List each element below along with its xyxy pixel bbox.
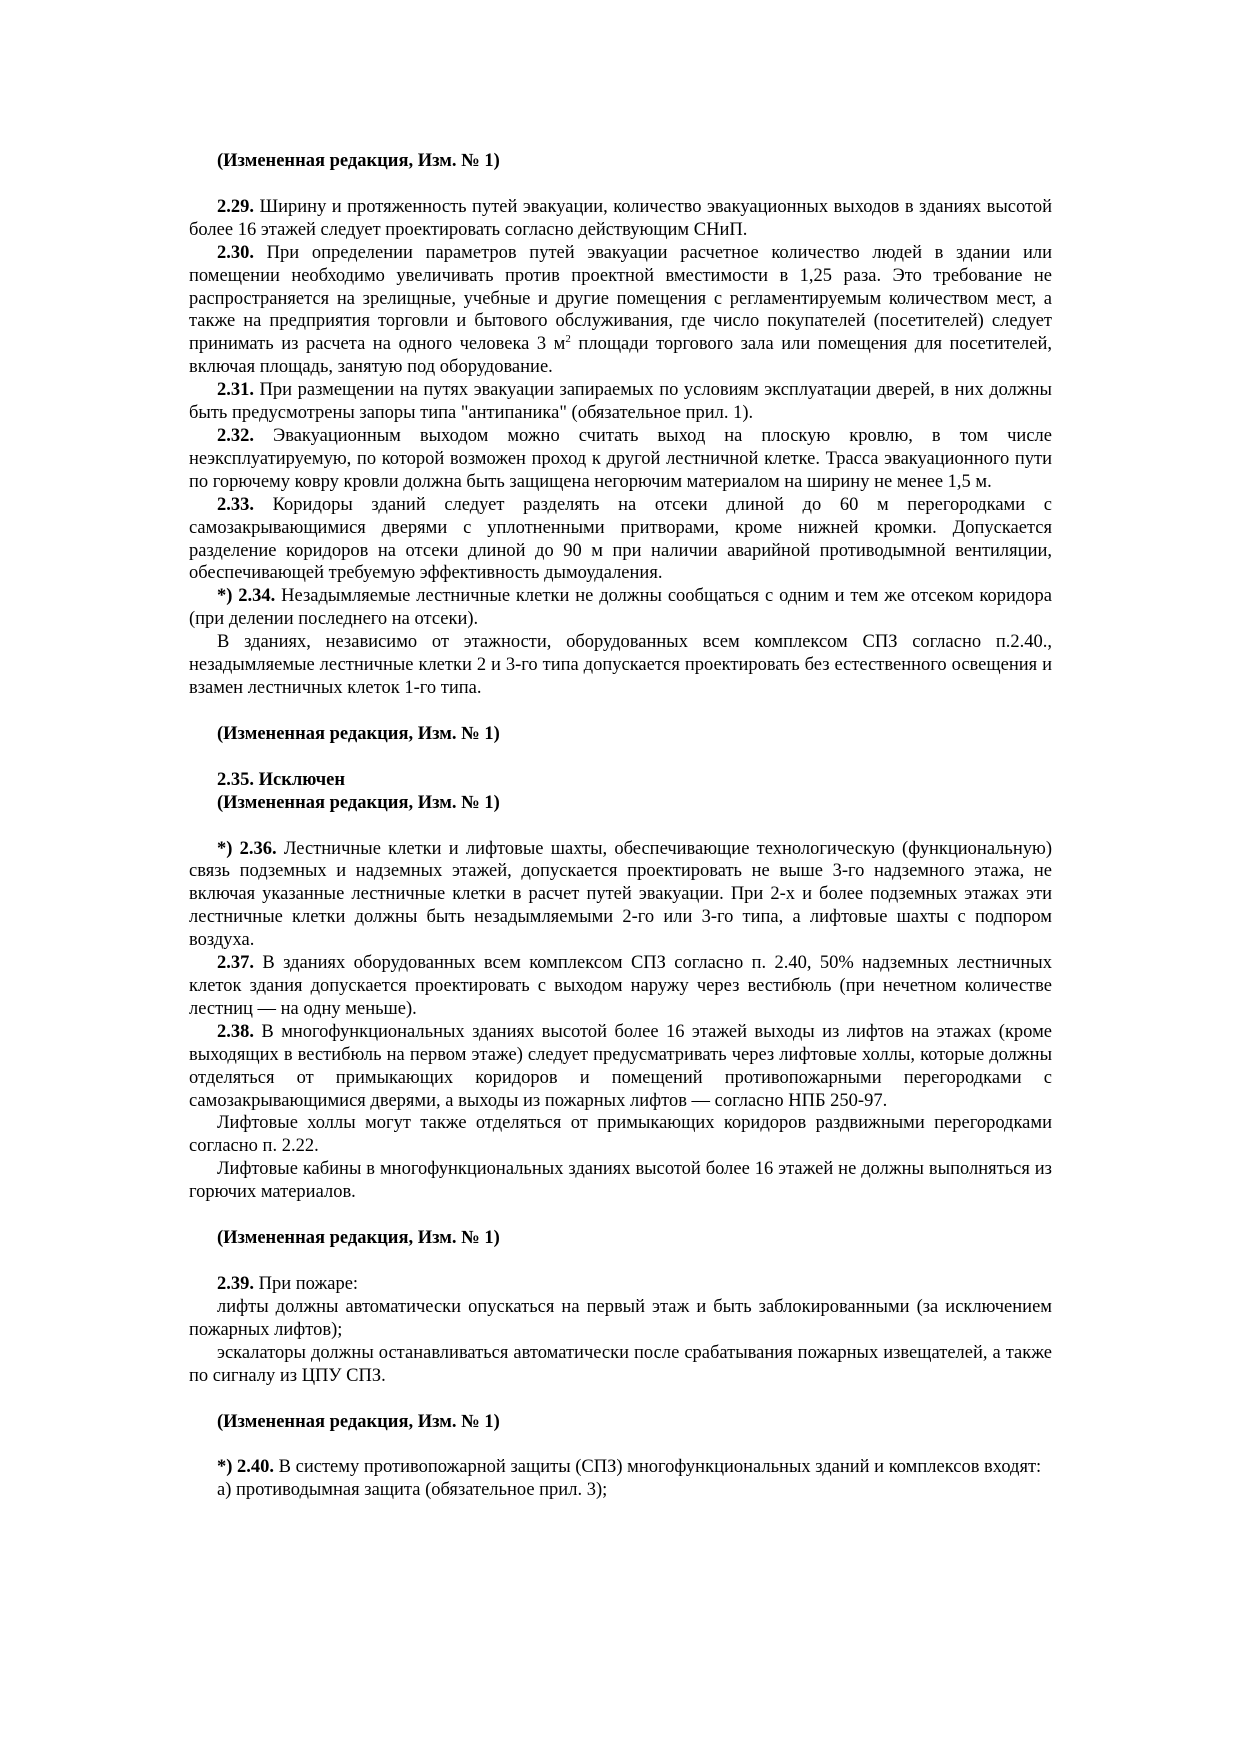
clause-text: Эвакуационным выходом можно считать выход на плоскую кровлю, в том числе неэксплуатируемую, по которой возможен проход к другой лестничной клетке. Трасса эвакуационного пути по горючему ковру кровли должна быть защищена негорючим материалом на ширину не менее 1,5 м. [189, 425, 1052, 492]
paragraph-2-39-item: эскалаторы должны останавливаться автоматически после срабатывания пожарных извещателей, а также по сигналу из ЦПУ СПЗ. [189, 1342, 1052, 1386]
clause-number: 2.30. [217, 242, 254, 263]
amendment-note: (Измененная редакция, Изм. № 1) [217, 1411, 500, 1432]
amendment-note: (Измененная редакция, Изм. № 1) [217, 723, 500, 744]
clause-text: При определении параметров путей эвакуации расчетное количество людей в здании или помещении необходимо увеличивать против проектной вместимости в 1,25 раза. Это требование не распространяется на зрелищные, учебные и другие помещения с регламентируемым количеством мест, а также на предприятия торговли и бытового обслуживания, где число покупателей (посетителей) следует принимать из расчета на одного человека 3 м [189, 242, 1052, 355]
clause-text: В зданиях оборудованных всем комплексом СПЗ согласно п. 2.40, 50% надземных лестничных клеток здания допускается проектировать с выходом наружу через вестибюль (при нечетном количестве лестниц — на одну меньше). [189, 953, 1052, 1019]
spacer [189, 700, 1052, 723]
clause-text: При пожаре: [254, 1273, 359, 1294]
paragraph-2-38-continued: Лифтовые холлы могут также отделяться от примыкающих коридоров раздвижными перегородками согласно п. 2.22. [189, 1113, 1052, 1157]
superscript: 2 [565, 333, 571, 346]
clause-text: площади торгового зала или помещения для посетителей, включая площадь, занятую под оборудование. [189, 334, 1052, 378]
paragraph-2-33 [189, 494, 1052, 586]
clause-number: *) 2.36. [217, 838, 277, 859]
clause-text: Ширину и протяженность путей эвакуации, количество эвакуационных выходов в зданиях высотой более 16 этажей следует проектировать согласно действующим СНиП. [189, 196, 1052, 240]
paragraph-2-39-item: лифты должны автоматически опускаться на первый этаж и быть заблокированными (за исключением пожарных лифтов); [189, 1296, 1052, 1340]
paragraph-2-34 [189, 585, 1052, 631]
spacer [189, 746, 1052, 769]
paragraph-2-34-continued: В зданиях, независимо от этажности, оборудованных всем комплексом СПЗ согласно п.2.40., незадымляемые лестничные клетки 2 и 3-го типа допускается проектировать без естественного освещения и взамен лестничных клеток 1-го типа. [189, 632, 1052, 698]
paragraph-2-37 [189, 952, 1052, 1021]
paragraph-2-39 [189, 1273, 1052, 1296]
spacer [189, 173, 1052, 196]
amendment-note: (Измененная редакция, Изм. № 1) [217, 1228, 500, 1249]
paragraph-2-40 [189, 1456, 1052, 1479]
clause-number: *) 2.40. [217, 1457, 275, 1478]
paragraph-2-35: 2.35. Исключен [217, 769, 346, 790]
amendment-note: (Измененная редакция, Изм. № 1) [217, 151, 500, 171]
spacer [189, 1388, 1052, 1411]
clause-number: 2.37. [217, 953, 254, 974]
clause-number: 2.29. [217, 196, 254, 217]
clause-number: 2.33. [217, 494, 254, 515]
clause-number: *) 2.34. [217, 586, 276, 607]
clause-number: 2.38. [217, 1021, 254, 1042]
spacer [189, 1433, 1052, 1456]
amendment-note: (Измененная редакция, Изм. № 1) [217, 792, 500, 813]
document-page [189, 150, 1052, 1502]
paragraph-2-31 [189, 379, 1052, 425]
paragraph-2-38 [189, 1021, 1052, 1113]
clause-text: При размещении на путях эвакуации запираемых по условиям эксплуатации дверей, в них должны быть предусмотрены запоры типа "антипаника" (обязательное прил. 1). [189, 380, 1052, 424]
clause-text: В систему противопожарной защиты (СПЗ) многофункциональных зданий и комплексов входят: [274, 1457, 1042, 1478]
clause-text: В многофункциональных зданиях высотой более 16 этажей выходы из лифтов на этажах (кроме выходящих в вестибюль на первом этаже) следует предусматривать через лифтовые холлы, которые должны отделяться от примыкающих коридоров и помещений противопожарными перегородками с самозакрывающимися дверями, а выходы из пожарных лифтов — согласно НПБ 250-97. [189, 1021, 1052, 1111]
paragraph-2-29 [189, 196, 1052, 242]
clause-number: 2.31. [217, 380, 254, 401]
clause-text: Коридоры зданий следует разделять на отсеки длиной до 60 м перегородками с самозакрывающимися дверями с уплотненными притворами, кроме нижней кромки. Допускается разделение коридоров на отсеки длиной до 90 м при наличии аварийной противодымной вентиляции, обеспечивающей требуемую эффективность дымоудаления. [189, 494, 1052, 584]
spacer [189, 815, 1052, 838]
spacer [189, 1250, 1052, 1273]
clause-number: 2.32. [217, 425, 254, 446]
clause-number: 2.39. [217, 1273, 254, 1294]
clause-text: Незадымляемые лестничные клетки не должны сообщаться с одним и тем же отсеком коридора (при делении последнего на отсеки). [189, 586, 1052, 630]
paragraph-2-30 [189, 242, 1052, 379]
paragraph-2-36 [189, 838, 1052, 953]
paragraph-2-40-item: а) противодымная защита (обязательное прил. 3); [217, 1480, 608, 1501]
paragraph-2-38-continued: Лифтовые кабины в многофункциональных зданиях высотой более 16 этажей не должны выполняться из горючих материалов. [189, 1159, 1052, 1203]
spacer [189, 1204, 1052, 1227]
paragraph-2-32 [189, 425, 1052, 494]
clause-text: Лестничные клетки и лифтовые шахты, обеспечивающие технологическую (функциональную) связь подземных и надземных этажей, допускается проектировать не выше 3-го надземного этажа, не включая указанные лестничные клетки в расчет путей эвакуации. При 2-х и более подземных этажах эти лестничные клетки должны быть незадымляемыми 2-го или 3-го типа, а лифтовые шахты с подпором воздуха. [189, 838, 1052, 951]
